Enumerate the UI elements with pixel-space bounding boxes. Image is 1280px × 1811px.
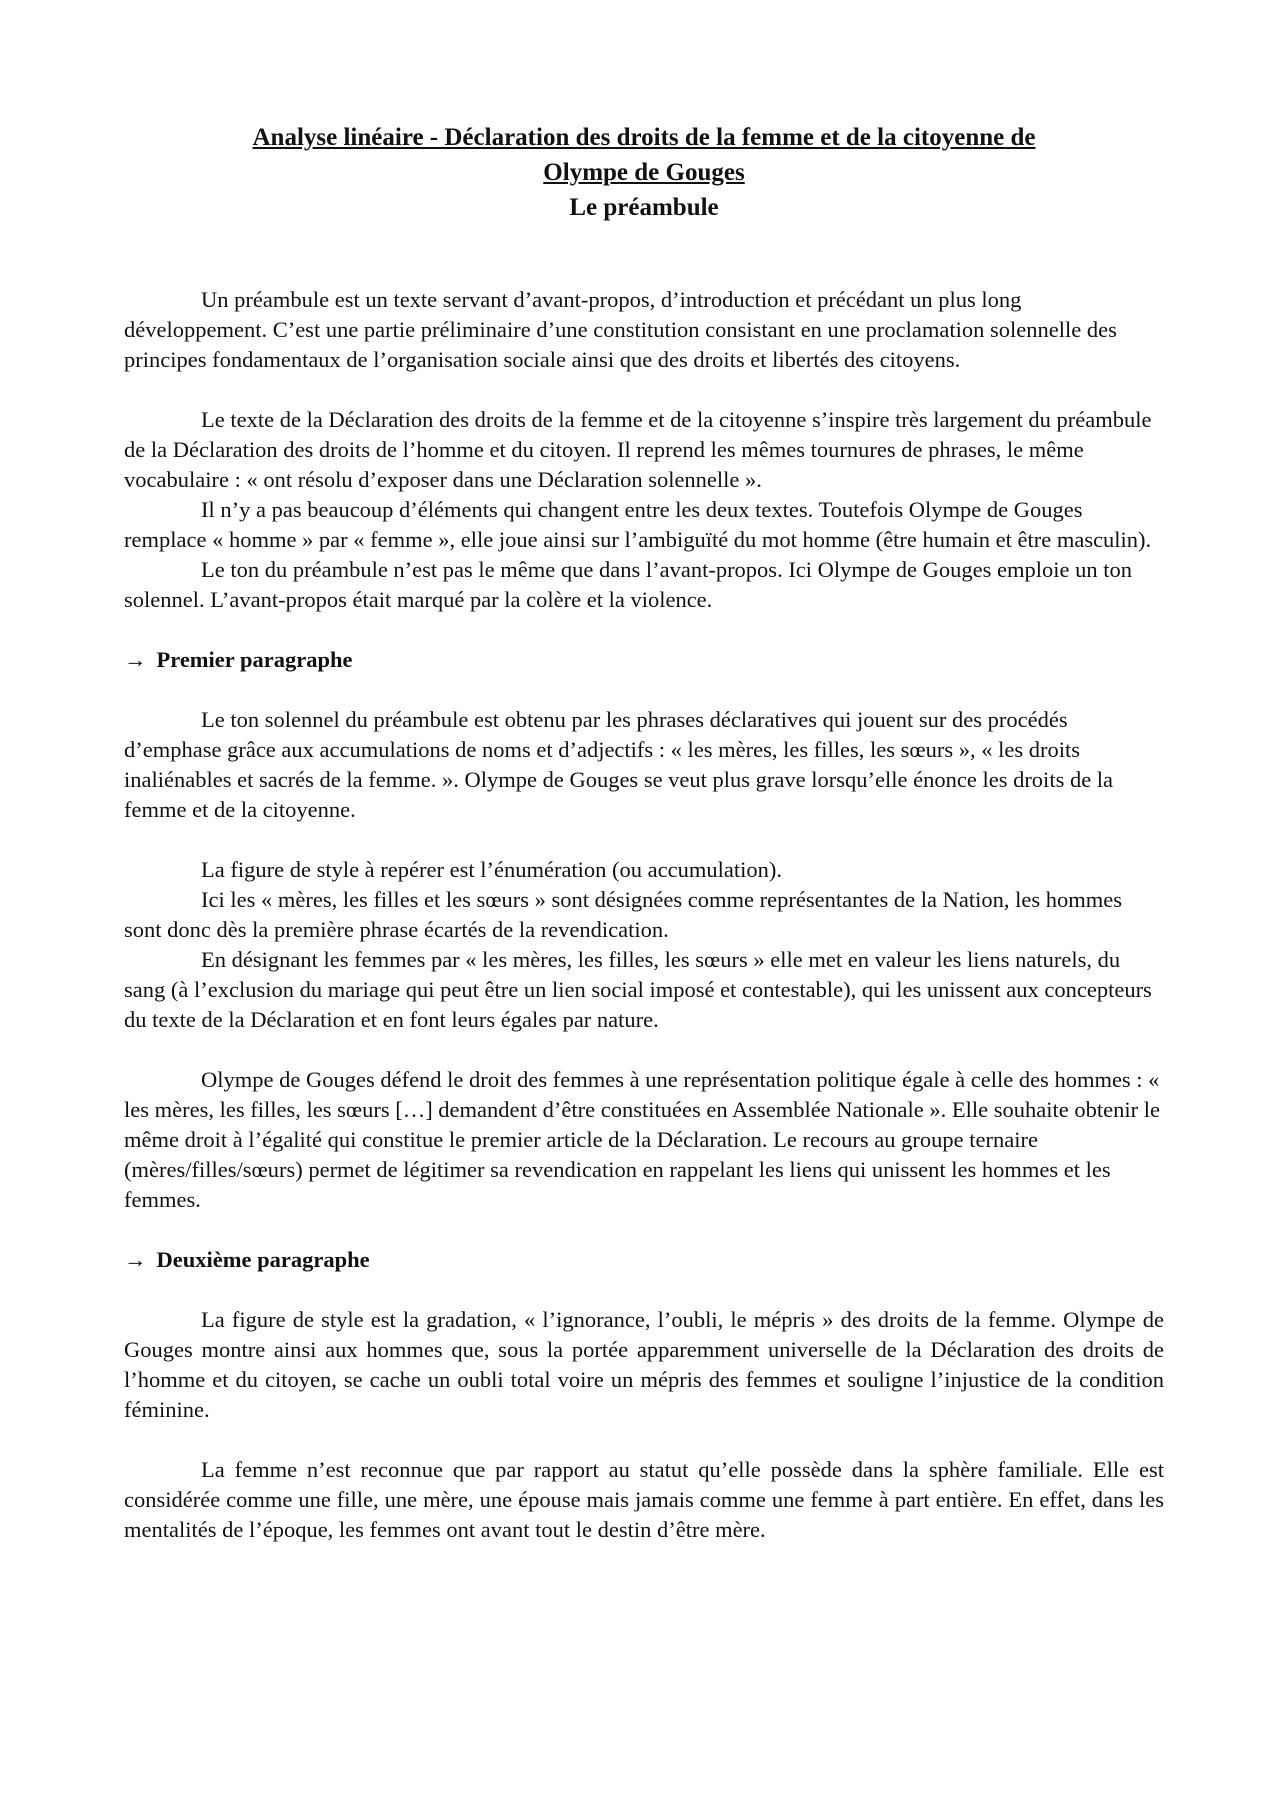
- intro-paragraph-2: Le texte de la Déclaration des droits de la femme et de la citoyenne s’inspire très largement du préambule de la Déclaration des droits de l’homme et du citoyen. Il reprend les mêmes tournures de phrases, le même vocabulaire : « ont résolu d’exposer dans une Déclaration solennelle ».: [124, 407, 1152, 492]
- section2-paragraph-1: La figure de style est la gradation, « l’ignorance, l’oubli, le mépris » des droits de la femme. Olympe de Gouges montre ainsi aux hommes que, sous la portée apparemment universelle de la Déclaration des droits de l’homme et du citoyen, se cache un oubli total voire un mépris des femmes et souligne l’injustice de la condition féminine.: [124, 1307, 1164, 1422]
- intro-paragraph-4: Le ton du préambule n’est pas le même que dans l’avant-propos. Ici Olympe de Gouges emploie un ton solennel. L’avant-propos était marqué par la colère et la violence.: [124, 557, 1132, 612]
- title-line-2: Olympe de Gouges: [543, 159, 745, 186]
- section2-paragraph-2: La femme n’est reconnue que par rapport au statut qu’elle possède dans la sphère familiale. Elle est considérée comme une fille, une mère, une épouse mais jamais comme une femme à part entière. En effet, dans les mentalités de l’époque, les femmes ont avant tout le destin d’être mère.: [124, 1457, 1164, 1542]
- arrow-right-icon: →: [124, 647, 147, 672]
- section1-paragraph-3: Ici les « mères, les filles et les sœurs » sont désignées comme représentantes de la Nation, les hommes sont donc dès la première phrase écartés de la revendication.: [124, 887, 1123, 942]
- spacer: [124, 825, 1164, 855]
- spacer: [124, 1275, 1164, 1305]
- spacer: [124, 1215, 1164, 1245]
- title-line-1: Analyse linéaire - Déclaration des droits de la femme et de la citoyenne de: [252, 124, 1036, 151]
- section1-paragraph-1: Le ton solennel du préambule est obtenu par les phrases déclaratives qui jouent sur des procédés d’emphase grâce aux accumulations de noms et d’adjectifs : « les mères, les filles, les sœurs », « les droits inaliénables et sacrés de la femme. ». Olympe de Gouges se veut plus grave lorsqu’elle énonce les droits de la femme et de la citoyenne.: [124, 707, 1114, 822]
- intro-paragraph-1: Un préambule est un texte servant d’avant-propos, d’introduction et précédant un plus long développement. C’est une partie préliminaire d’une constitution consistant en une proclamation solennelle des principes fondamentaux de l’organisation sociale ainsi que des droits et libertés des citoyens.: [124, 287, 1117, 372]
- section1-paragraph-5: Olympe de Gouges défend le droit des femmes à une représentation politique égale à celle des hommes : « les mères, les filles, les sœurs […] demandent d’être constituées en Assemblée Nationale ». Elle souhaite obtenir le même droit à l’égalité qui constitue le premier article de la Déclaration. Le recours au groupe ternaire (mères/filles/sœurs) permet de légitimer sa revendication en rappelant les liens qui unissent les hommes et les femmes.: [124, 1067, 1160, 1212]
- intro-paragraph-3: Il n’y a pas beaucoup d’éléments qui changent entre les deux textes. Toutefois Olympe de Gouges remplace « homme » par « femme », elle joue ainsi sur l’ambiguïté du mot homme (être humain et être masculin).: [124, 497, 1152, 552]
- section-heading-label: Deuxième paragraphe: [156, 1247, 370, 1272]
- arrow-right-icon: →: [124, 1247, 147, 1272]
- spacer: [124, 1425, 1164, 1455]
- section-heading-label: Premier paragraphe: [156, 647, 353, 672]
- document-title: [124, 120, 1164, 225]
- spacer: [124, 615, 1164, 645]
- spacer: [124, 375, 1164, 405]
- spacer: [124, 675, 1164, 705]
- section-heading-deuxieme: [124, 1245, 1164, 1275]
- document-page: [124, 120, 1164, 1545]
- section1-paragraph-2: La figure de style à repérer est l’énumération (ou accumulation).: [201, 857, 782, 882]
- section-heading-premier: [124, 645, 1164, 675]
- title-line-3: Le préambule: [569, 194, 719, 221]
- spacer: [124, 1035, 1164, 1065]
- section1-paragraph-4: En désignant les femmes par « les mères, les filles, les sœurs » elle met en valeur les liens naturels, du sang (à l’exclusion du mariage qui peut être un lien social imposé et contestable), qui les unissent aux concepteurs du texte de la Déclaration et en font leurs égales par nature.: [124, 947, 1152, 1032]
- spacer: [124, 225, 1164, 285]
